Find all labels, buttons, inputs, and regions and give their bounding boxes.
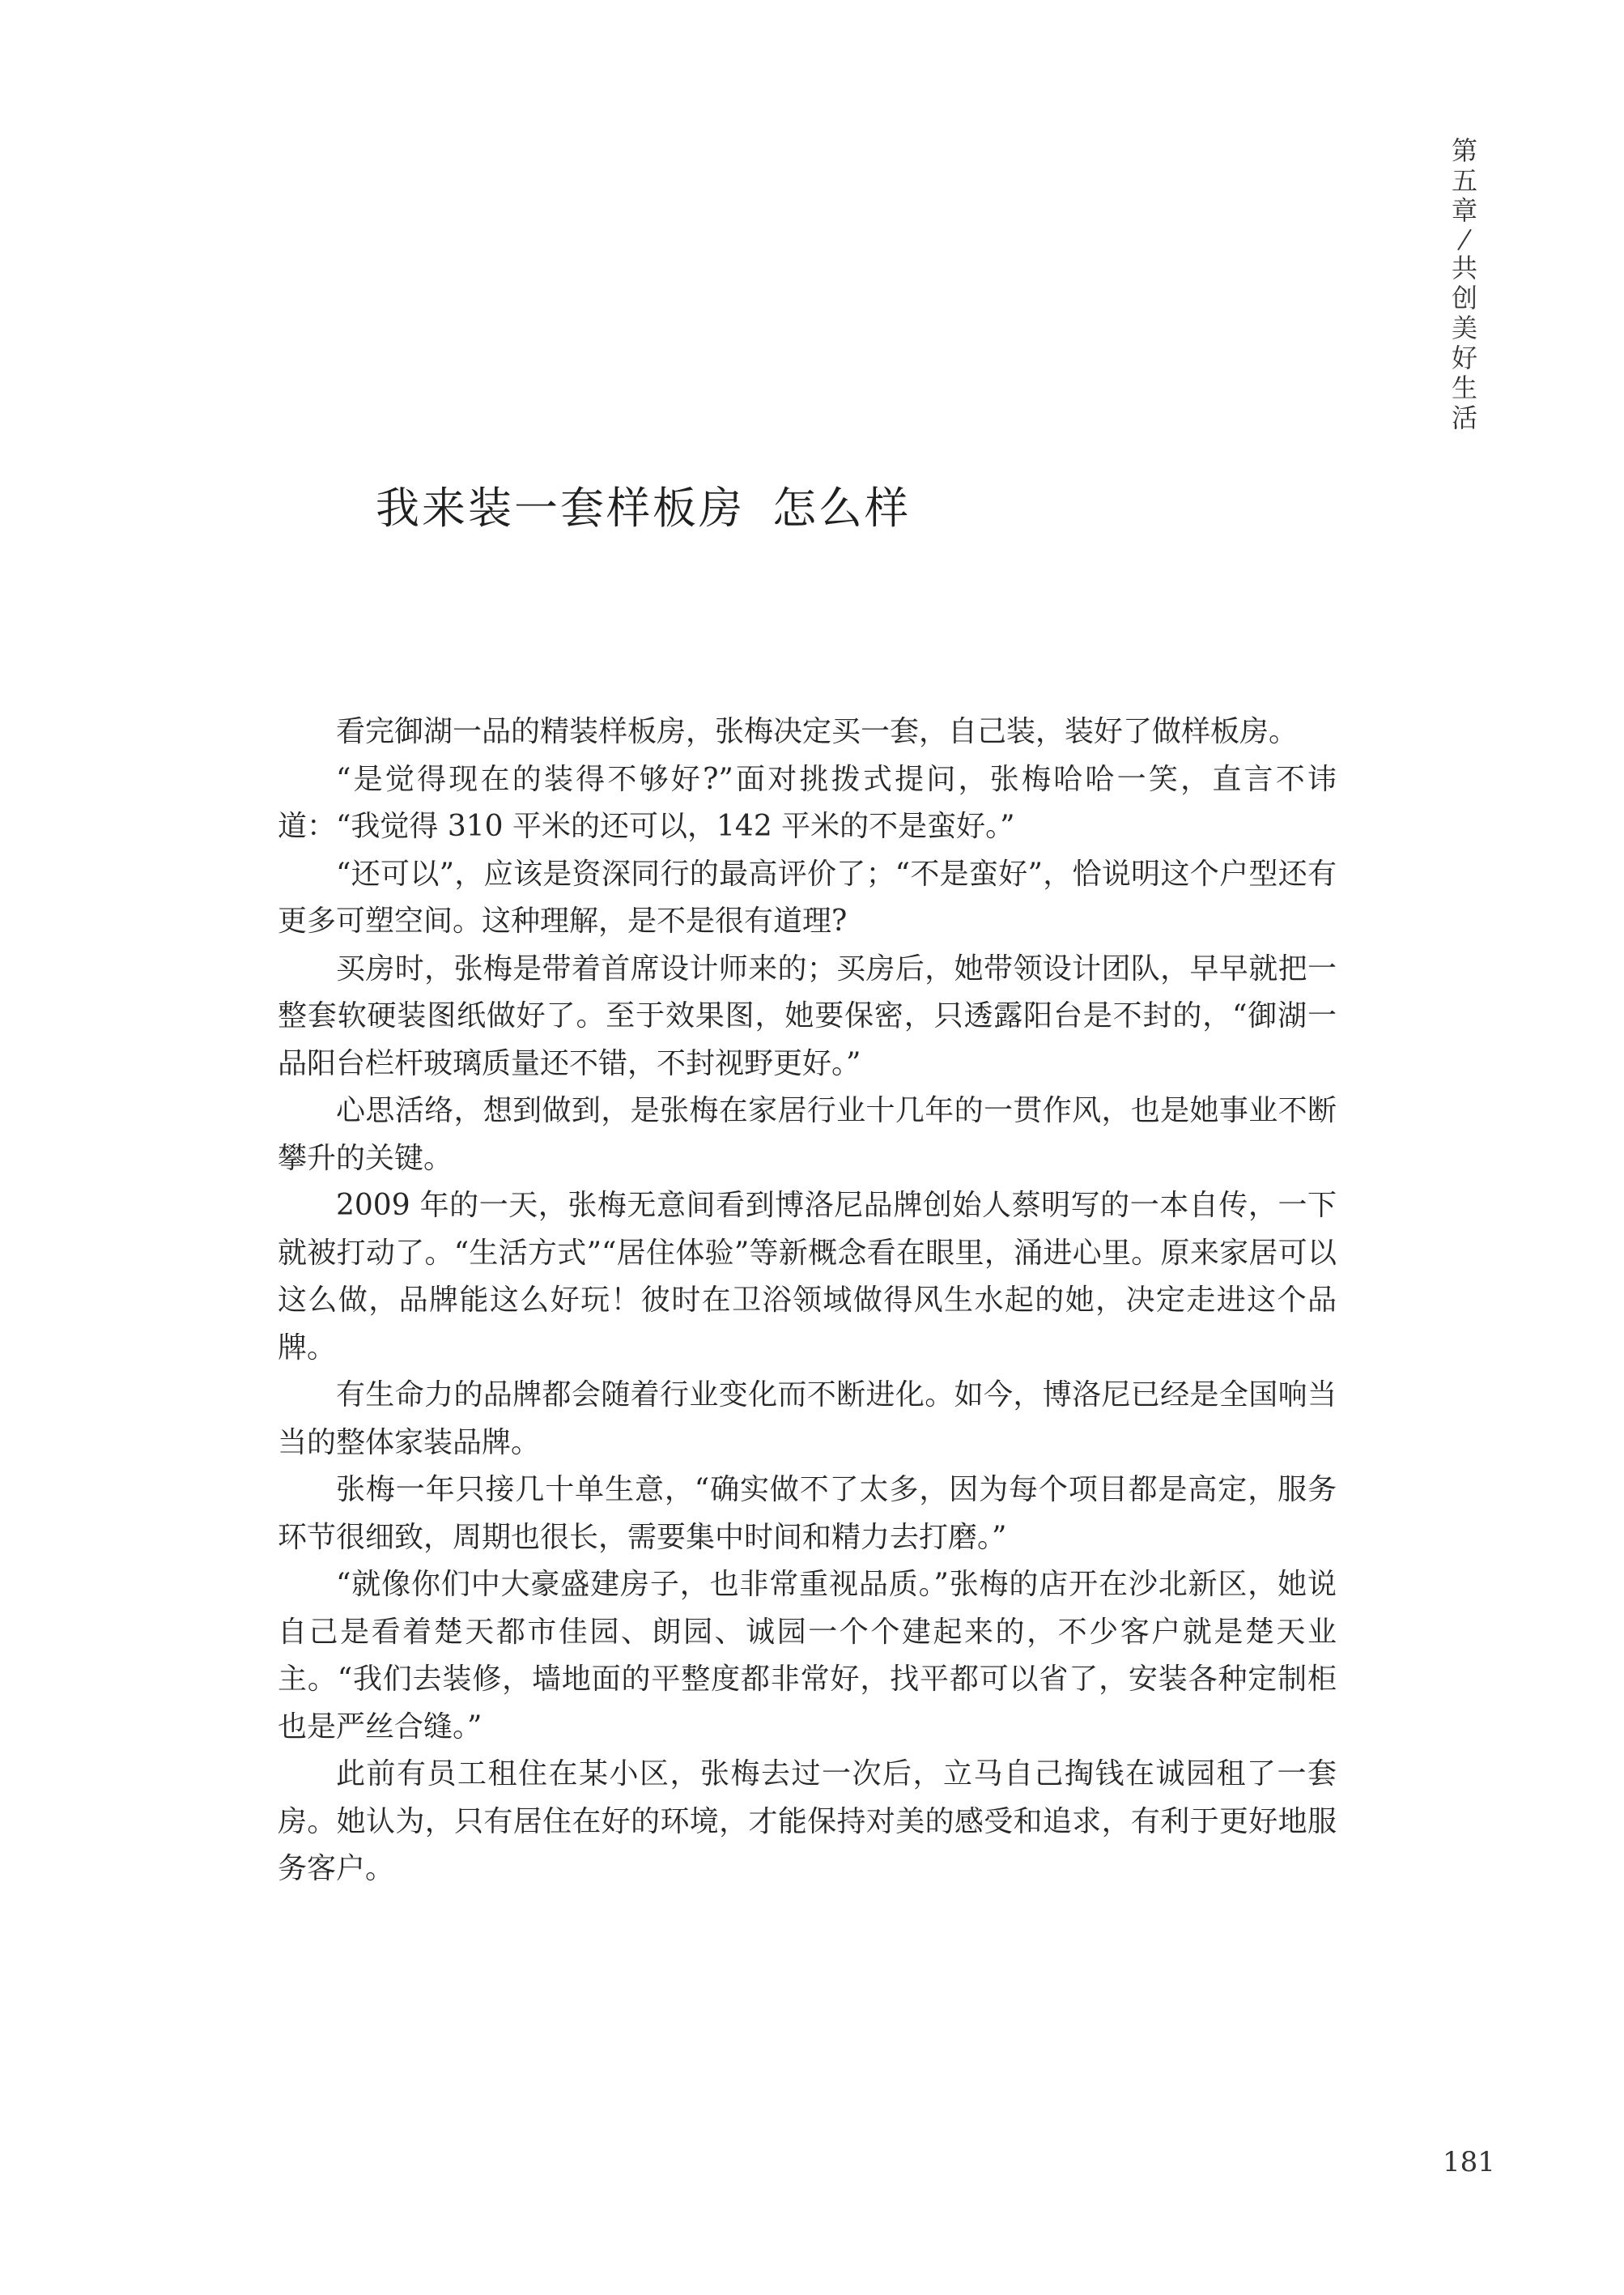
running-head-separator [1452, 226, 1477, 253]
paragraph: 2009 年的一天，张梅无意间看到博洛尼品牌创始人蔡明写的一本自传，一下就被打动了。“生活方式”“居住体验”等新概念看在眼里，涌进心里。原来家居可以这么做，品牌能这么好玩！彼时在卫浴领域做得风生水起的她，决定走进这个品牌。 [278, 1189, 1337, 1365]
running-head-char: 第 [1451, 135, 1477, 166]
article-title-main: 我来装一套样板房 [376, 483, 745, 534]
running-head-char: 好 [1451, 343, 1477, 373]
paragraph: “还可以”，应该是资深同行的最高评价了；“不是蛮好”，恰说明这个户型还有更多可塑空间。这种理解，是不是很有道理? [278, 857, 1337, 938]
paragraph: “是觉得现在的装得不够好?”面对挑拨式提问，张梅哈哈一笑，直言不讳道：“我觉得 310 平米的还可以，142 平米的不是蛮好。” [278, 762, 1337, 843]
article-title-tail: 怎么样 [772, 483, 911, 534]
paragraph: 买房时，张梅是带着首席设计师来的；买房后，她带领设计团队，早早就把一整套软硬装图纸做好了。至于效果图，她要保密，只透露阳台是不封的，“御湖一品阳台栏杆玻璃质量还不错，不封视野更好。” [278, 952, 1337, 1080]
paragraph: 张梅一年只接几十单生意，“确实做不了太多，因为每个项目都是高定，服务环节很细致，周期也很长，需要集中时间和精力去打磨。” [278, 1473, 1337, 1554]
paragraph: “就像你们中大豪盛建房子，也非常重视品质。”张梅的店开在沙北新区，她说自己是看着楚天都市佳园、朗园、诚园一个个建起来的，不少客户就是楚天业主。“我们去装修，墙地面的平整度都非常好，找平都可以省了，安装各种定制柜也是严丝合缝。” [278, 1568, 1337, 1744]
paragraph: 看完御湖一品的精装样板房，张梅决定买一套，自己装，装好了做样板房。 [336, 715, 1299, 748]
running-head-char: 共 [1451, 253, 1477, 283]
paragraph: 此前有员工租住在某小区，张梅去过一次后，立马自己掏钱在诚园租了一套房。她认为，只有居住在好的环境，才能保持对美的感受和追求，有利于更好地服务客户。 [278, 1757, 1337, 1885]
paragraph: 心思活络，想到做到，是张梅在家居行业十几年的一贯作风，也是她事业不断攀升的关键。 [278, 1094, 1337, 1175]
running-head-char: 美 [1451, 313, 1477, 343]
article-body [278, 709, 1337, 1893]
running-head [1443, 136, 1486, 433]
running-head-char: 生 [1451, 373, 1477, 403]
article-title [376, 474, 911, 536]
running-head-char: 创 [1451, 283, 1477, 313]
paragraph: 有生命力的品牌都会随着行业变化而不断进化。如今，博洛尼已经是全国响当当的整体家装品牌。 [278, 1378, 1337, 1459]
page-number: 181 [1443, 2146, 1495, 2178]
running-head-char: 章 [1451, 195, 1477, 226]
running-head-char: 五 [1451, 165, 1477, 196]
running-head-char: 活 [1451, 402, 1477, 433]
